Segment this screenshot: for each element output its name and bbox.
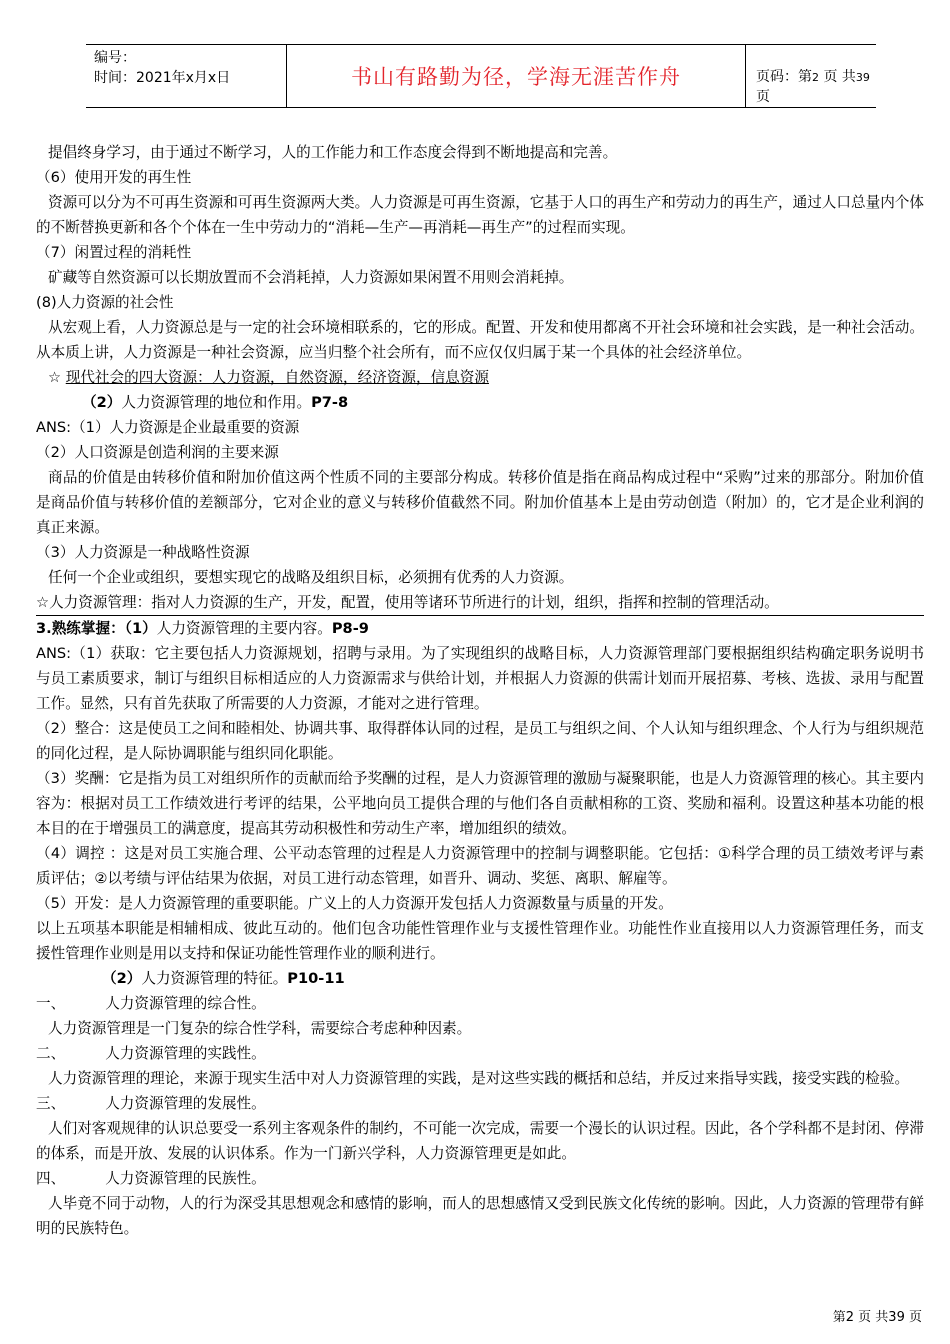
paragraph: 矿藏等自然资源可以长期放置而不会消耗掉，人力资源如果闲置不用则会消耗掉。: [48, 269, 574, 286]
list-item-heading: 四、 人力资源管理的民族性。: [36, 1170, 266, 1187]
page-counter: [756, 66, 876, 106]
definition: ☆人力资源管理：指对人力资源的生产，开发，配置，使用等诸环节所进行的计划，组织，指挥和控制的管理活动。: [36, 590, 924, 616]
question-heading: （2）人力资源管理的地位和作用。P7-8: [82, 394, 349, 411]
serial-label: 编号：: [94, 50, 136, 66]
page-footer: 第2 页 共39 页: [832, 1310, 922, 1325]
paragraph: ANS:（1）获取：它主要包括人力资源规划，招聘与录用。为了实现组织的战略目标，人力资源管理部门要根据组织结构确定职务说明书与员工素质要求，制订与组织目标相适应的人力资源需求与供给计划，并根据人力资源的供需计划而开展招募、考核、选拔、录用与配置工作。显然，只有首先获取了所需要的人力资源，才能对之进行管理。: [36, 645, 924, 712]
time-label: 时间：2021年x月x日: [94, 70, 231, 86]
paragraph: 资源可以分为不可再生资源和可再生资源两大类。人力资源是可再生资源，它基于人口的再生产和劳动力的再生产，通过人口总量内个体的不断替换更新和各个个体在一生中劳动力的“消耗—生产—再消耗—再生产”的过程而实现。: [36, 194, 924, 236]
page-label-c: 页: [756, 89, 770, 105]
answer-line: （2）人口资源是创造利润的主要来源: [36, 444, 279, 461]
page-label-a: 页码：第: [756, 69, 812, 85]
key-point: [36, 365, 924, 390]
page-total: 39: [855, 71, 870, 84]
list-item-heading: 三、 人力资源管理的发展性。: [36, 1095, 266, 1112]
paragraph: （4）调控 ：这是对员工实施合理、公平动态管理的过程是人力资源管理中的控制与调整职能。它包括：①科学合理的员工绩效考评与素质评估；②以考绩与评估结果为依据，对员工进行动态管理，如晋升、调动、奖惩、离职、解雇等。: [36, 845, 924, 887]
header-bottom-rule: [86, 107, 876, 108]
header-meta: [94, 48, 230, 88]
motto-text: 书山有路勤为径，学海无涯苦作舟: [351, 65, 681, 89]
question-heading: 3.熟练掌握：（1）人力资源管理的主要内容。P8-9: [36, 620, 369, 637]
page-header: [86, 44, 876, 108]
page-number: 2: [812, 71, 819, 84]
section-heading: （6）使用开发的再生性: [36, 169, 192, 186]
paragraph: 人们对客观规律的认识总要受一系列主客观条件的制约，不可能一次完成，需要一个漫长的认识过程。因此，各个学科都不是封闭、停滞的体系，而是开放、发展的认识体系。作为一门新兴学科，人力资源管理更是如此。: [36, 1120, 924, 1162]
paragraph: 提倡终身学习，由于通过不断学习，人的工作能力和工作态度会得到不断地提高和完善。: [48, 144, 618, 161]
paragraph: 商品的价值是由转移价值和附加价值这两个性质不同的主要部分构成。转移价值是指在商品构成过程中“采购”过来的那部分。附加价值是商品价值与转移价值的差额部分，它对企业的意义与转移价值截然不同。附加价值基本上是由劳动创造（附加）的，它才是企业利润的真正来源。: [36, 469, 924, 536]
paragraph: 从宏观上看，人力资源总是与一定的社会环境相联系的，它的形成。配置、开发和使用都离不开社会环境和社会实践，是一种社会活动。从本质上讲，人力资源是一种社会资源，应当归整个社会所有，而不应仅仅归属于某一个具体的社会经济单位。: [36, 319, 924, 361]
paragraph: 以上五项基本职能是相辅相成、彼此互动的。他们包含功能性管理作业与支援性管理作业。功能性作业直接用以人力资源管理任务，而支援性管理作业则是用以支持和保证功能性管理作业的顺利进行。: [36, 920, 924, 962]
paragraph: 人力资源管理的理论，来源于现实生活中对人力资源管理的实践，是对这些实践的概括和总结，并反过来指导实践，接受实践的检验。: [48, 1070, 910, 1087]
paragraph: （5）开发：是人力资源管理的重要职能。广义上的人力资源开发包括人力资源数量与质量的开发。: [36, 895, 673, 912]
star-icon: ☆: [48, 369, 62, 386]
paragraph: 任何一个企业或组织，要想实现它的战略及组织目标，必须拥有优秀的人力资源。: [48, 569, 574, 586]
footer-page-number: 2: [845, 1310, 855, 1325]
paragraph: 人力资源管理是一门复杂的综合性学科，需要综合考虑种种因素。: [48, 1020, 472, 1037]
answer-line: （3）人力资源是一种战略性资源: [36, 544, 250, 561]
paragraph: （2）整合：这是使员工之间和睦相处、协调共事、取得群体认同的过程，是员工与组织之间、个人认知与组织理念、个人行为与组织规范的同化过程，是人际协调职能与组织同化职能。: [36, 720, 924, 762]
motto-cell: [286, 44, 746, 108]
footer-page-total: 39: [888, 1310, 905, 1325]
paragraph: （3）奖酬：它是指为员工对组织所作的贡献而给予奖酬的过程，是人力资源管理的激励与凝聚职能，也是人力资源管理的核心。其主要内容为：根据对员工工作绩效进行考评的结果，公平地向员工提供合理的与他们各自贡献相称的工资、奖励和福利。设置这种基本功能的根本目的在于增强员工的满意度，提高其劳动积极性和劳动生产率，增加组织的绩效。: [36, 770, 924, 837]
document-body: [36, 140, 924, 1241]
paragraph: 人毕竟不同于动物，人的行为深受其思想观念和感情的影响，而人的思想感情又受到民族文化传统的影响。因此，人力资源的管理带有鲜明的民族特色。: [36, 1195, 924, 1237]
page-label-b: 页 共: [823, 69, 856, 85]
section-heading: （7）闲置过程的消耗性: [36, 244, 192, 261]
list-item-heading: 一、 人力资源管理的综合性。: [36, 995, 266, 1012]
key-point-text: 现代社会的四大资源：人力资源，自然资源，经济资源，信息资源: [65, 369, 489, 386]
list-item-heading: 二、 人力资源管理的实践性。: [36, 1045, 266, 1062]
question-heading: （2）人力资源管理的特征。P10-11: [102, 970, 345, 987]
section-heading: (8)人力资源的社会性: [36, 294, 174, 311]
answer-line: ANS:（1）人力资源是企业最重要的资源: [36, 419, 300, 436]
